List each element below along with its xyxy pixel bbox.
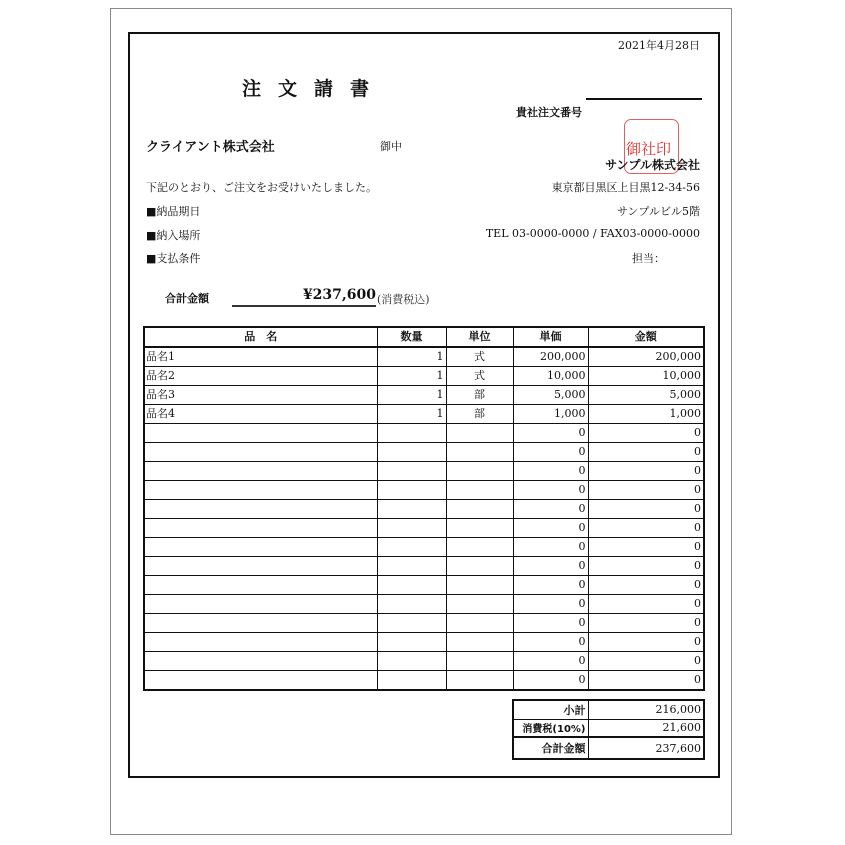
- grand-total-label: 合計金額: [513, 737, 588, 759]
- subtotal-label: 小計: [513, 700, 588, 719]
- table-row: [144, 405, 704, 424]
- total-amount-label: 合計金額: [165, 292, 209, 305]
- amount-cell: 0: [588, 671, 704, 691]
- unit-cell: [446, 500, 513, 519]
- intro-text: 下記のとおり、ご注文をお受けいたしました。: [146, 181, 377, 194]
- subtotal-value: 216,000: [588, 700, 704, 719]
- unit-cell: [446, 671, 513, 691]
- table-row: [144, 386, 704, 405]
- col-header-amount: 金額: [588, 327, 704, 347]
- col-header-item-name: 品 名: [144, 327, 377, 347]
- issue-date: 2021年4月28日: [618, 39, 700, 52]
- tax-value: 21,600: [588, 719, 704, 737]
- table-row: [144, 633, 704, 652]
- col-header-unit-price: 単価: [513, 327, 588, 347]
- quantity-cell: 1: [377, 367, 446, 386]
- table-row: [144, 443, 704, 462]
- item-name-cell: [144, 424, 377, 443]
- quantity-cell: [377, 443, 446, 462]
- unit-cell: [446, 519, 513, 538]
- item-name-cell: [144, 519, 377, 538]
- quantity-cell: [377, 633, 446, 652]
- unit-cell: 式: [446, 367, 513, 386]
- item-name-cell: [144, 462, 377, 481]
- table-row: [144, 500, 704, 519]
- amount-cell: 1,000: [588, 405, 704, 424]
- vendor-address-1: 東京都目黒区上目黒12-34-56: [551, 181, 700, 194]
- col-header-quantity: 数量: [377, 327, 446, 347]
- client-honorific: 御中: [380, 140, 402, 153]
- unit-cell: [446, 481, 513, 500]
- quantity-cell: [377, 557, 446, 576]
- table-row: [144, 538, 704, 557]
- unit-price-cell: 200,000: [513, 347, 588, 367]
- amount-cell: 0: [588, 481, 704, 500]
- table-row: [144, 652, 704, 671]
- quantity-cell: [377, 424, 446, 443]
- unit-cell: [446, 595, 513, 614]
- unit-price-cell: 0: [513, 614, 588, 633]
- quantity-cell: 1: [377, 386, 446, 405]
- amount-cell: 0: [588, 519, 704, 538]
- unit-cell: 部: [446, 405, 513, 424]
- table-row: [144, 347, 704, 367]
- unit-price-cell: 0: [513, 557, 588, 576]
- unit-price-cell: 0: [513, 481, 588, 500]
- unit-cell: [446, 443, 513, 462]
- unit-price-cell: 0: [513, 443, 588, 462]
- unit-price-cell: 0: [513, 576, 588, 595]
- subtotal-row: [513, 700, 704, 719]
- vendor-name: サンプル株式会社: [605, 158, 700, 172]
- unit-cell: [446, 462, 513, 481]
- unit-cell: [446, 652, 513, 671]
- table-row: [144, 595, 704, 614]
- unit-price-cell: 0: [513, 671, 588, 691]
- item-name-cell: [144, 443, 377, 462]
- tax-row: [513, 719, 704, 737]
- quantity-cell: [377, 576, 446, 595]
- quantity-cell: 1: [377, 347, 446, 367]
- amount-cell: 0: [588, 424, 704, 443]
- unit-price-cell: 10,000: [513, 367, 588, 386]
- unit-price-cell: 0: [513, 500, 588, 519]
- unit-cell: 式: [446, 347, 513, 367]
- table-header-row: [144, 327, 704, 347]
- quantity-cell: [377, 671, 446, 691]
- company-seal-text: 御社印: [626, 140, 672, 158]
- amount-cell: 0: [588, 443, 704, 462]
- items-table: [143, 326, 705, 691]
- item-name-cell: [144, 633, 377, 652]
- table-row: [144, 557, 704, 576]
- item-name-cell: [144, 614, 377, 633]
- item-name-cell: [144, 652, 377, 671]
- unit-cell: [446, 633, 513, 652]
- quantity-cell: [377, 500, 446, 519]
- quantity-cell: [377, 614, 446, 633]
- vendor-contact: 担当：: [632, 252, 665, 265]
- item-name-cell: 品名2: [144, 367, 377, 386]
- unit-cell: 部: [446, 386, 513, 405]
- table-row: [144, 671, 704, 691]
- unit-cell: [446, 614, 513, 633]
- unit-price-cell: 1,000: [513, 405, 588, 424]
- total-amount-value: ¥237,600: [232, 287, 376, 307]
- quantity-cell: [377, 538, 446, 557]
- document-title: 注文請書: [242, 78, 387, 100]
- order-number-label: 貴社注文番号: [516, 106, 582, 119]
- item-name-cell: 品名1: [144, 347, 377, 367]
- item-name-cell: [144, 576, 377, 595]
- amount-cell: 200,000: [588, 347, 704, 367]
- vendor-phone-fax: TEL 03-0000-0000 / FAX03-0000-0000: [485, 227, 700, 240]
- item-name-cell: [144, 671, 377, 691]
- quantity-cell: [377, 481, 446, 500]
- item-name-cell: [144, 481, 377, 500]
- amount-cell: 5,000: [588, 386, 704, 405]
- table-row: [144, 519, 704, 538]
- unit-price-cell: 0: [513, 633, 588, 652]
- amount-cell: 0: [588, 557, 704, 576]
- unit-price-cell: 0: [513, 424, 588, 443]
- amount-cell: 0: [588, 500, 704, 519]
- unit-cell: [446, 538, 513, 557]
- field-delivery-date: ■納品期日: [146, 205, 201, 218]
- order-number-field[interactable]: [586, 98, 702, 100]
- amount-cell: 0: [588, 595, 704, 614]
- item-name-cell: 品名4: [144, 405, 377, 424]
- field-delivery-place: ■納入場所: [146, 229, 201, 242]
- unit-cell: [446, 557, 513, 576]
- tax-label: 消費税(10%): [513, 719, 588, 737]
- col-header-unit: 単位: [446, 327, 513, 347]
- item-name-cell: 品名3: [144, 386, 377, 405]
- table-row: [144, 367, 704, 386]
- unit-cell: [446, 576, 513, 595]
- total-amount-note: (消費税込): [377, 293, 430, 306]
- amount-cell: 10,000: [588, 367, 704, 386]
- item-name-cell: [144, 500, 377, 519]
- amount-cell: 0: [588, 614, 704, 633]
- table-row: [144, 576, 704, 595]
- field-payment-terms: ■支払条件: [146, 252, 201, 265]
- amount-cell: 0: [588, 538, 704, 557]
- unit-price-cell: 0: [513, 462, 588, 481]
- unit-price-cell: 0: [513, 595, 588, 614]
- quantity-cell: [377, 652, 446, 671]
- item-name-cell: [144, 595, 377, 614]
- summary-table: [512, 699, 705, 760]
- item-name-cell: [144, 557, 377, 576]
- quantity-cell: [377, 595, 446, 614]
- amount-cell: 0: [588, 652, 704, 671]
- quantity-cell: [377, 462, 446, 481]
- grand-total-row: [513, 737, 704, 759]
- item-name-cell: [144, 538, 377, 557]
- quantity-cell: 1: [377, 405, 446, 424]
- grand-total-value: 237,600: [588, 737, 704, 759]
- table-row: [144, 481, 704, 500]
- amount-cell: 0: [588, 462, 704, 481]
- unit-price-cell: 0: [513, 538, 588, 557]
- table-row: [144, 462, 704, 481]
- amount-cell: 0: [588, 576, 704, 595]
- unit-cell: [446, 424, 513, 443]
- amount-cell: 0: [588, 633, 704, 652]
- unit-price-cell: 0: [513, 652, 588, 671]
- table-row: [144, 614, 704, 633]
- client-name: クライアント株式会社: [146, 140, 275, 155]
- unit-price-cell: 0: [513, 519, 588, 538]
- table-row: [144, 424, 704, 443]
- quantity-cell: [377, 519, 446, 538]
- vendor-address-2: サンプルビル5階: [616, 205, 700, 218]
- unit-price-cell: 5,000: [513, 386, 588, 405]
